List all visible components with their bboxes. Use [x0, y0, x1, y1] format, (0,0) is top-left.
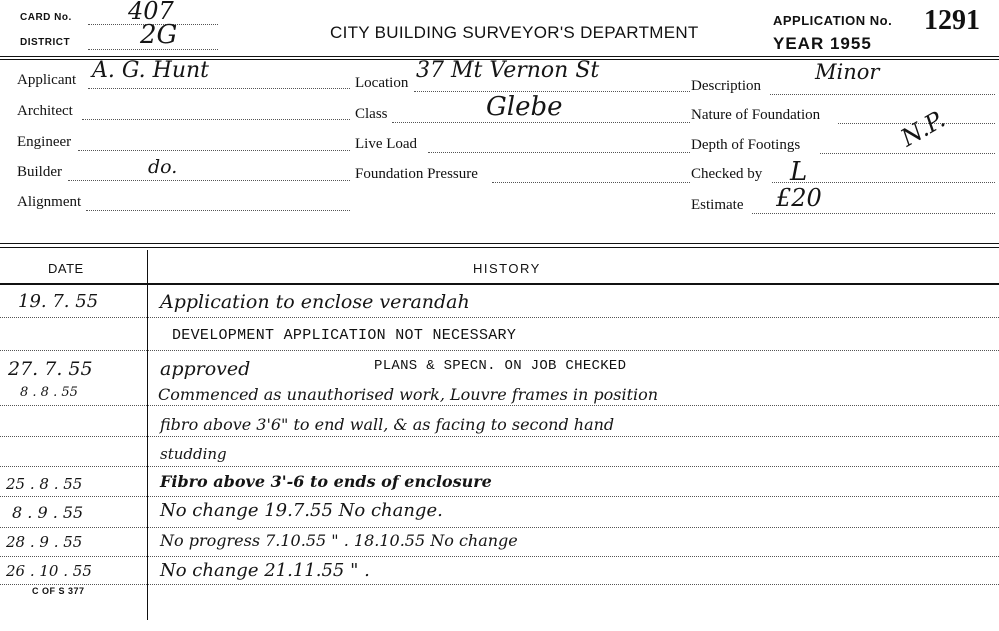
history-entry: fibro above 3'6" to end wall, & as facing to second hand: [160, 415, 615, 434]
np-mark: N.P.: [896, 104, 950, 153]
estimate-line: [752, 213, 995, 214]
applicant-value: A. G. Hunt: [92, 58, 210, 83]
row-rule: [0, 405, 999, 406]
checked-by-value: L: [790, 157, 808, 187]
depth-of-footings-line: [820, 153, 995, 154]
engineer-line: [78, 150, 350, 151]
history-entry: No change 19.7.55 No change.: [160, 500, 443, 521]
alignment-line: [86, 210, 350, 211]
date-column-divider: [147, 250, 148, 620]
row-rule: [0, 350, 999, 351]
description-line: [770, 94, 995, 95]
history-entry: Commenced as unauthorised work, Louvre frames in position: [158, 385, 659, 404]
row-rule: [0, 466, 999, 467]
builder-value: do.: [148, 156, 178, 178]
description-value: Minor: [815, 60, 880, 84]
application-number: 1291: [924, 5, 980, 36]
foundation-pressure-label: Foundation Pressure: [355, 166, 478, 182]
foundation-pressure-line: [492, 182, 690, 183]
development-stamp: DEVELOPMENT APPLICATION NOT NECESSARY: [172, 327, 517, 344]
history-date: 27. 7. 55: [8, 358, 93, 380]
architect-label: Architect: [17, 103, 73, 119]
history-header-rule: [0, 283, 999, 285]
estimate-value: £20: [776, 184, 822, 212]
applicant-label: Applicant: [17, 72, 77, 88]
district-label: DISTRICT: [20, 37, 71, 48]
department-title: CITY BUILDING SURVEYOR'S DEPARTMENT: [330, 23, 699, 42]
architect-line: [82, 119, 350, 120]
history-date: 8 . 9 . 55: [12, 503, 84, 522]
history-date: 25 . 8 . 55: [6, 475, 83, 493]
description-label: Description: [691, 78, 761, 94]
row-rule: [0, 584, 999, 585]
row-rule: [0, 527, 999, 528]
history-header: HISTORY: [473, 261, 541, 276]
alignment-label: Alignment: [17, 194, 82, 210]
location-value: 37 Mt Vernon St: [416, 58, 600, 83]
year-label: YEAR 1955: [773, 34, 872, 53]
history-entry: No change 21.11.55 " .: [160, 560, 370, 581]
row-rule: [0, 556, 999, 557]
date-header: DATE: [48, 261, 84, 276]
history-date: 28 . 9 . 55: [6, 533, 83, 551]
history-entry: Application to enclose verandah: [160, 291, 470, 313]
applicant-line: [88, 88, 350, 89]
builder-label: Builder: [17, 164, 62, 180]
live-load-line: [428, 152, 690, 153]
header-rule-top: [0, 56, 999, 57]
row-rule: [0, 317, 999, 318]
history-entry: approved: [160, 358, 251, 380]
form-code: C OF S 377: [32, 586, 85, 596]
depth-of-footings-label: Depth of Footings: [691, 137, 801, 153]
class-value: Glebe: [486, 92, 563, 122]
checked-by-label: Checked by: [691, 166, 763, 182]
history-entry: studding: [160, 445, 227, 463]
fields-rule-bottom: [0, 247, 999, 248]
nature-of-foundation-label: Nature of Foundation: [691, 107, 821, 123]
application-label: APPLICATION No.: [773, 13, 893, 28]
history-date: 8 . 8 . 55: [20, 385, 78, 400]
history-entry: Fibro above 3'-6 to ends of enclosure: [160, 472, 492, 491]
class-label: Class: [355, 106, 388, 122]
engineer-label: Engineer: [17, 134, 72, 150]
history-date: 19. 7. 55: [18, 291, 99, 312]
class-line: [392, 122, 690, 123]
plans-checked-stamp: PLANS & SPECN. ON JOB CHECKED: [374, 358, 627, 374]
card-no-value: 407: [128, 0, 174, 25]
history-date: 26 . 10 . 55: [6, 562, 92, 580]
district-value: 2G: [140, 20, 178, 50]
location-label: Location: [355, 75, 409, 91]
builder-line: [68, 180, 350, 181]
card-no-label: CARD No.: [20, 12, 72, 23]
fields-rule-top: [0, 243, 999, 244]
live-load-label: Live Load: [355, 136, 418, 152]
history-entry: No progress 7.10.55 " . 18.10.55 No change: [160, 531, 518, 550]
row-rule: [0, 436, 999, 437]
estimate-label: Estimate: [691, 197, 744, 213]
row-rule: [0, 496, 999, 497]
